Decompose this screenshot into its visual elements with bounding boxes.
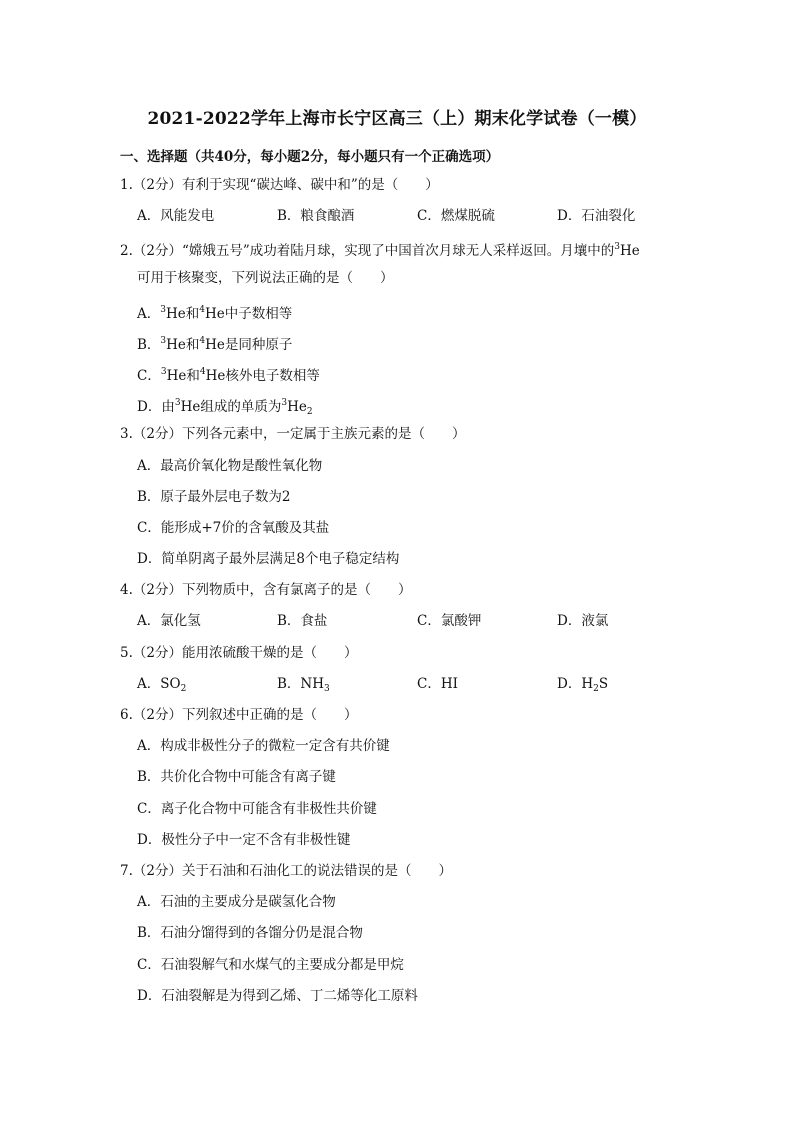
page-title: 2021-2022学年上海市长宁区高三（上）期末化学试卷（一模） [147, 109, 647, 129]
question-1-option-a[interactable]: A．风能发电 [137, 208, 215, 224]
question-5-option-d[interactable]: D．$H_2S$ [557, 676, 609, 694]
section-heading: 一、选择题（共40分，每小题2分，每小题只有一个正确选项） [120, 149, 500, 165]
question-1-stem: 1.（2分）有利于实现“碳达峰、碳中和”的是（ ） [120, 177, 439, 193]
question-5-option-b[interactable]: B．$NH_3$ [277, 676, 330, 694]
question-6-stem: 6.（2分）下列叙述中正确的是（ ） [120, 707, 358, 723]
question-4-option-c[interactable]: C．氯酸钾 [417, 613, 482, 629]
question-6-option-d[interactable]: D．极性分子中一定不含有非极性键 [137, 832, 351, 848]
question-3-option-c[interactable]: C．能形成+7价的含氧酸及其盐 [137, 520, 330, 536]
helium-symbol: He [620, 243, 640, 259]
question-4-option-a[interactable]: A．氯化氢 [137, 613, 201, 629]
question-2-option-a[interactable]: A．$^3$He和$^4$He中子数相等 [137, 305, 293, 322]
question-3-option-b[interactable]: B．原子最外层电子数为2 [137, 489, 291, 505]
question-5-options [137, 675, 697, 698]
question-6-option-a[interactable]: A．构成非极性分子的微粒一定含有共价键 [137, 738, 390, 754]
question-4-options [137, 612, 697, 630]
question-2-stem-line1 [120, 238, 640, 260]
question-5-option-a[interactable]: A．$SO_2$ [137, 676, 187, 694]
question-1-option-b[interactable]: B．粮食酿酒 [277, 208, 355, 224]
question-1-option-c[interactable]: C．燃煤脱硫 [417, 208, 495, 224]
question-3-option-d[interactable]: D．简单阴离子最外层满足8个电子稳定结构 [137, 551, 400, 567]
question-7-option-b[interactable]: B．石油分馏得到的各馏分仍是混合物 [137, 925, 363, 941]
question-5-stem: 5.（2分）能用浓硫酸干燥的是（ ） [120, 645, 358, 661]
isotope-mass-number: 3 [614, 242, 621, 252]
question-2-option-b[interactable]: B．$^3$He和$^4$He是同种原子 [137, 336, 293, 353]
question-3-option-a[interactable]: A．最高价氧化物是酸性氧化物 [137, 458, 323, 474]
question-7-stem: 7.（2分）关于石油和石油化工的说法错误的是（ ） [120, 863, 452, 879]
question-1-option-d[interactable]: D．石油裂化 [557, 208, 636, 224]
question-2-stem-line2: 可用于核聚变，下列说法正确的是（ ） [137, 270, 394, 286]
question-6-option-b[interactable]: B．共价化合物中可能含有离子键 [137, 769, 336, 785]
question-1-options [137, 207, 697, 225]
question-4-option-b[interactable]: B．食盐 [277, 613, 328, 629]
question-7-option-a[interactable]: A．石油的主要成分是碳氢化合物 [137, 894, 336, 910]
question-5-option-c[interactable]: C．HI [417, 676, 458, 692]
question-2-option-c[interactable]: C．$^3$He和$^4$He核外电子数相等 [137, 367, 320, 384]
question-7-option-c[interactable]: C．石油裂解气和水煤气的主要成分都是甲烷 [137, 957, 404, 973]
question-2-stem-text: 2.（2分）“嫦娥五号”成功着陆月球，实现了中国首次月球无人采样返回。月壤中的 [120, 243, 615, 259]
question-6-option-c[interactable]: C．离子化合物中可能含有非极性共价键 [137, 801, 377, 817]
question-4-option-d[interactable]: D．液氯 [557, 613, 609, 629]
question-7-option-d[interactable]: D．石油裂解是为得到乙烯、丁二烯等化工原料 [137, 988, 418, 1004]
question-2-option-d[interactable]: D．由$^3$He组成的单质为$^3He_2$ [137, 398, 313, 417]
question-4-stem: 4.（2分）下列物质中，含有氯离子的是（ ） [120, 582, 412, 598]
question-3-stem: 3.（2分）下列各元素中，一定属于主族元素的是（ ） [120, 426, 466, 442]
